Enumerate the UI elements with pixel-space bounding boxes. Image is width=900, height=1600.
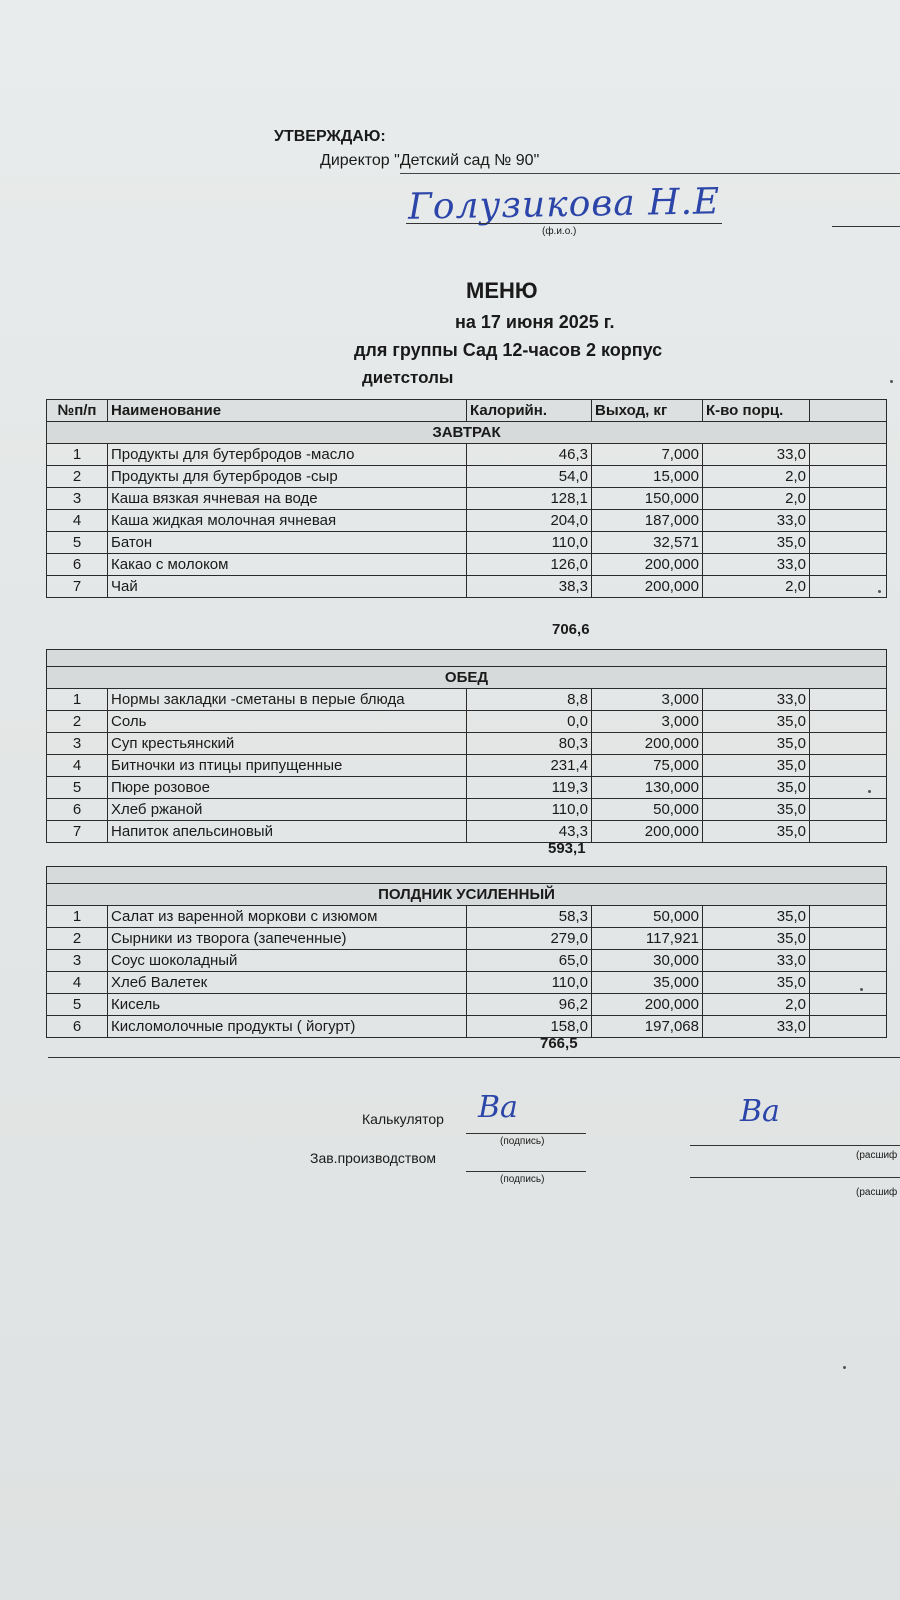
- table-header: [47, 400, 887, 422]
- production-sign-line: [466, 1171, 586, 1172]
- table-row: [47, 972, 887, 994]
- table-row: [47, 799, 887, 821]
- row-kcal: 110,0: [467, 532, 592, 554]
- row-number: 6: [47, 1016, 108, 1038]
- calculator-sign-line: [466, 1133, 586, 1134]
- row-output: 3,000: [592, 711, 703, 733]
- row-name: Соус шоколадный: [108, 950, 467, 972]
- row-number: 3: [47, 488, 108, 510]
- row-portions: 35,0: [703, 777, 810, 799]
- row-number: 6: [47, 554, 108, 576]
- menu-group: для группы Сад 12-часов 2 корпус: [354, 340, 663, 360]
- table-row: [47, 532, 887, 554]
- fio-caption: (ф.и.о.): [542, 226, 577, 237]
- paper-speck: [878, 590, 881, 593]
- row-number: 1: [47, 906, 108, 928]
- header-name: Наименование: [108, 400, 467, 422]
- director-signature: Голузикова Н.Е: [407, 181, 721, 228]
- row-kcal: 119,3: [467, 777, 592, 799]
- section-row: [47, 667, 887, 689]
- row-portions: 35,0: [703, 821, 810, 843]
- row-portions: 2,0: [703, 576, 810, 598]
- row-kcal: 65,0: [467, 950, 592, 972]
- row-portions: 35,0: [703, 928, 810, 950]
- row-kcal: 158,0: [467, 1016, 592, 1038]
- row-name: Чай: [108, 576, 467, 598]
- table-row: [47, 576, 887, 598]
- row-number: 2: [47, 466, 108, 488]
- row-extra: [810, 972, 887, 994]
- row-name: Салат из варенной моркови с изюмом: [108, 906, 467, 928]
- table-row: [47, 689, 887, 711]
- header-extra: [810, 400, 887, 422]
- table-row: [47, 733, 887, 755]
- row-extra: [810, 576, 887, 598]
- row-kcal: 96,2: [467, 994, 592, 1016]
- row-portions: 2,0: [703, 994, 810, 1016]
- production-caption: (подпись): [500, 1174, 545, 1185]
- section-title: ЗАВТРАК: [47, 422, 887, 444]
- row-portions: 2,0: [703, 466, 810, 488]
- row-kcal: 54,0: [467, 466, 592, 488]
- production-head-label: Зав.производством: [310, 1150, 436, 1166]
- row-kcal: 204,0: [467, 510, 592, 532]
- row-output: 15,000: [592, 466, 703, 488]
- header-kcal: Калорийн.: [467, 400, 592, 422]
- row-portions: 33,0: [703, 689, 810, 711]
- row-extra: [810, 711, 887, 733]
- row-kcal: 46,3: [467, 444, 592, 466]
- table-row: [47, 711, 887, 733]
- row-extra: [810, 906, 887, 928]
- director-label: Директор "Детский сад № 90": [320, 152, 540, 169]
- table-row: [47, 777, 887, 799]
- row-name: Каша жидкая молочная ячневая: [108, 510, 467, 532]
- row-extra: [810, 821, 887, 843]
- blank-row: [47, 650, 887, 667]
- row-extra: [810, 777, 887, 799]
- row-kcal: 128,1: [467, 488, 592, 510]
- section-title: ОБЕД: [47, 667, 887, 689]
- breakfast-table: [46, 399, 887, 598]
- paper-speck: [868, 790, 871, 793]
- section-row: [47, 422, 887, 444]
- row-output: 32,571: [592, 532, 703, 554]
- header-portions: К-во порц.: [703, 400, 810, 422]
- table-row: [47, 755, 887, 777]
- fio-underline-2: [832, 226, 900, 227]
- row-extra: [810, 488, 887, 510]
- row-portions: 35,0: [703, 755, 810, 777]
- row-kcal: 110,0: [467, 799, 592, 821]
- header-num: №п/п: [47, 400, 108, 422]
- row-portions: 35,0: [703, 972, 810, 994]
- row-name: Кисель: [108, 994, 467, 1016]
- row-kcal: 8,8: [467, 689, 592, 711]
- blank-row: [47, 867, 887, 884]
- row-output: 130,000: [592, 777, 703, 799]
- table-row: [47, 994, 887, 1016]
- calculator-decode-caption: (расшиф: [856, 1150, 898, 1161]
- row-portions: 35,0: [703, 733, 810, 755]
- row-kcal: 0,0: [467, 711, 592, 733]
- row-portions: 33,0: [703, 510, 810, 532]
- row-name: Суп крестьянский: [108, 733, 467, 755]
- paper-speck: [890, 380, 893, 383]
- row-output: 50,000: [592, 799, 703, 821]
- menu-diet: диетстолы: [362, 368, 454, 387]
- approval-heading: УТВЕРЖДАЮ:: [274, 128, 386, 145]
- row-number: 4: [47, 510, 108, 532]
- row-portions: 2,0: [703, 488, 810, 510]
- table-row: [47, 950, 887, 972]
- row-output: 197,068: [592, 1016, 703, 1038]
- row-name: Хлеб ржаной: [108, 799, 467, 821]
- row-name: Соль: [108, 711, 467, 733]
- table-row: [47, 444, 887, 466]
- row-kcal: 231,4: [467, 755, 592, 777]
- row-kcal: 58,3: [467, 906, 592, 928]
- paper-speck: [843, 1366, 846, 1369]
- table-row: [47, 488, 887, 510]
- row-output: 117,921: [592, 928, 703, 950]
- row-number: 1: [47, 444, 108, 466]
- breakfast-total: 706,6: [552, 621, 590, 638]
- row-number: 2: [47, 711, 108, 733]
- row-output: 200,000: [592, 554, 703, 576]
- row-extra: [810, 1016, 887, 1038]
- calculator-caption: (подпись): [500, 1136, 545, 1147]
- row-output: 50,000: [592, 906, 703, 928]
- table-row: [47, 821, 887, 843]
- calculator-label: Калькулятор: [362, 1111, 444, 1127]
- row-number: 3: [47, 950, 108, 972]
- row-kcal: 43,3: [467, 821, 592, 843]
- row-number: 4: [47, 972, 108, 994]
- row-output: 200,000: [592, 994, 703, 1016]
- row-extra: [810, 799, 887, 821]
- row-output: 7,000: [592, 444, 703, 466]
- table-row: [47, 1016, 887, 1038]
- row-extra: [810, 554, 887, 576]
- row-name: Битночки из птицы припущенные: [108, 755, 467, 777]
- row-number: 5: [47, 532, 108, 554]
- menu-date: на 17 июня 2025 г.: [455, 312, 615, 332]
- row-portions: 35,0: [703, 799, 810, 821]
- row-portions: 35,0: [703, 906, 810, 928]
- row-extra: [810, 466, 887, 488]
- snack-total: 766,5: [540, 1035, 578, 1052]
- section-row: [47, 884, 887, 906]
- row-name: Пюре розовое: [108, 777, 467, 799]
- row-name: Продукты для бутербродов -сыр: [108, 466, 467, 488]
- row-output: 150,000: [592, 488, 703, 510]
- row-extra: [810, 755, 887, 777]
- row-output: 35,000: [592, 972, 703, 994]
- row-name: Кисломолочные продукты ( йогурт): [108, 1016, 467, 1038]
- production-decode-line: [690, 1177, 900, 1178]
- row-extra: [810, 994, 887, 1016]
- row-portions: 33,0: [703, 1016, 810, 1038]
- row-output: 75,000: [592, 755, 703, 777]
- row-portions: 33,0: [703, 950, 810, 972]
- row-portions: 35,0: [703, 711, 810, 733]
- row-name: Какао с молоком: [108, 554, 467, 576]
- row-extra: [810, 444, 887, 466]
- snack-table: [46, 866, 887, 1038]
- row-output: 200,000: [592, 576, 703, 598]
- row-kcal: 126,0: [467, 554, 592, 576]
- production-decode-caption: (расшиф: [856, 1187, 898, 1198]
- row-output: 200,000: [592, 733, 703, 755]
- lunch-total: 593,1: [548, 840, 586, 857]
- row-output: 187,000: [592, 510, 703, 532]
- row-extra: [810, 928, 887, 950]
- row-number: 1: [47, 689, 108, 711]
- director-underline: [400, 173, 900, 174]
- table-row: [47, 466, 887, 488]
- row-extra: [810, 950, 887, 972]
- row-portions: 33,0: [703, 554, 810, 576]
- row-name: Напиток апельсиновый: [108, 821, 467, 843]
- row-name: Хлеб Валетек: [108, 972, 467, 994]
- row-number: 6: [47, 799, 108, 821]
- row-extra: [810, 510, 887, 532]
- table-row: [47, 510, 887, 532]
- row-name: Каша вязкая ячневая на воде: [108, 488, 467, 510]
- row-output: 30,000: [592, 950, 703, 972]
- row-number: 5: [47, 994, 108, 1016]
- row-number: 3: [47, 733, 108, 755]
- decode-signature: Ва: [740, 1094, 780, 1129]
- header-output: Выход, кг: [592, 400, 703, 422]
- row-kcal: 80,3: [467, 733, 592, 755]
- row-name: Сырники из творога (запеченные): [108, 928, 467, 950]
- separator-line: [48, 1057, 900, 1058]
- row-portions: 33,0: [703, 444, 810, 466]
- section-title: ПОЛДНИК УСИЛЕННЫЙ: [47, 884, 887, 906]
- row-number: 4: [47, 755, 108, 777]
- fio-underline: [406, 223, 722, 224]
- row-kcal: 279,0: [467, 928, 592, 950]
- table-row: [47, 554, 887, 576]
- calculator-signature: Ва: [478, 1090, 518, 1125]
- row-extra: [810, 532, 887, 554]
- row-number: 7: [47, 576, 108, 598]
- lunch-table: [46, 649, 887, 843]
- row-extra: [810, 733, 887, 755]
- row-number: 5: [47, 777, 108, 799]
- page-title: МЕНЮ: [466, 278, 538, 303]
- row-portions: 35,0: [703, 532, 810, 554]
- calculator-decode-line: [690, 1145, 900, 1146]
- row-number: 7: [47, 821, 108, 843]
- table-row: [47, 906, 887, 928]
- row-number: 2: [47, 928, 108, 950]
- row-name: Батон: [108, 532, 467, 554]
- row-name: Нормы закладки -сметаны в перые блюда: [108, 689, 467, 711]
- table-row: [47, 928, 887, 950]
- row-output: 200,000: [592, 821, 703, 843]
- row-extra: [810, 689, 887, 711]
- row-name: Продукты для бутербродов -масло: [108, 444, 467, 466]
- row-output: 3,000: [592, 689, 703, 711]
- row-kcal: 110,0: [467, 972, 592, 994]
- paper-speck: [860, 988, 863, 991]
- row-kcal: 38,3: [467, 576, 592, 598]
